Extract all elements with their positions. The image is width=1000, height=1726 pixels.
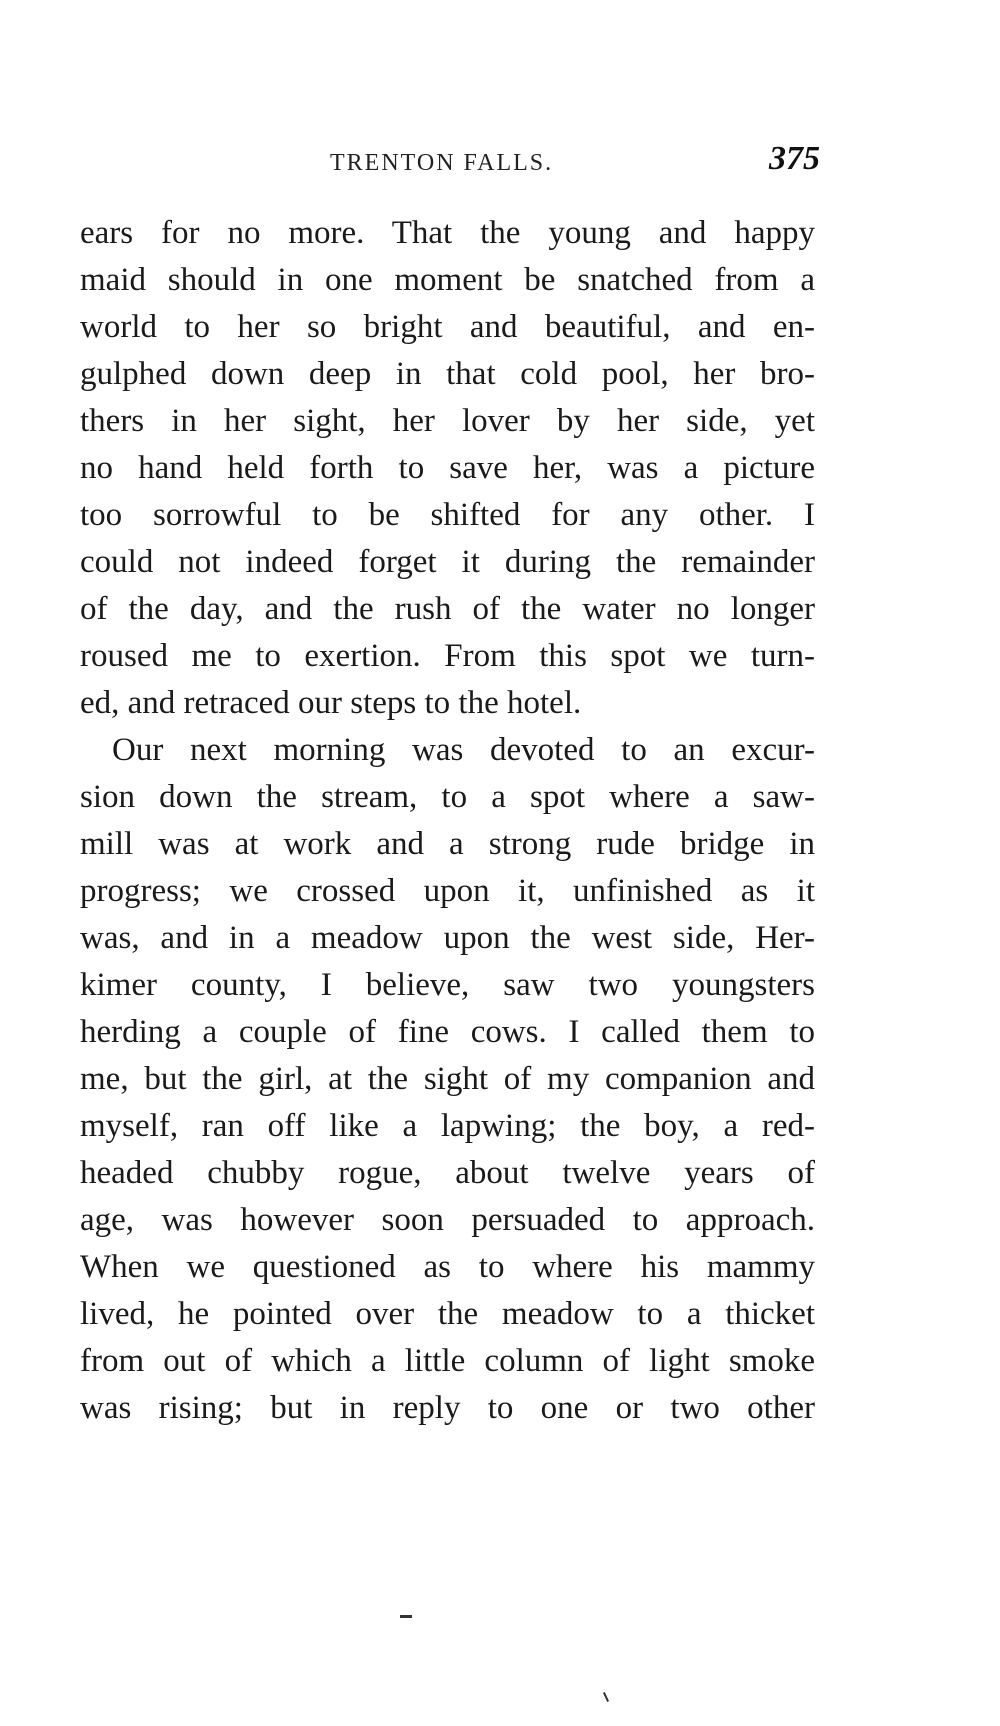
body-text	[80, 210, 815, 1432]
text-line: was rising; but in reply to one or two other	[80, 1390, 815, 1426]
text-line: herding a couple of fine cows. I called them to	[80, 1014, 815, 1050]
text-line: gulphed down deep in that cold pool, her bro-	[80, 356, 815, 392]
text-line: headed chubby rogue, about twelve years of	[80, 1155, 815, 1191]
text-line: mill was at work and a strong rude bridge in	[80, 826, 815, 862]
text-line: kimer county, I believe, saw two youngsters	[80, 967, 815, 1003]
text-line: sion down the stream, to a spot where a saw-	[80, 779, 815, 815]
text-line: roused me to exertion. From this spot we turn-	[80, 638, 815, 674]
text-line: of the day, and the rush of the water no longer	[80, 591, 815, 627]
text-line: ears for no more. That the young and happy	[80, 215, 815, 251]
text-line: from out of which a little column of light smoke	[80, 1343, 815, 1379]
text-line: age, was however soon persuaded to approach.	[80, 1202, 815, 1238]
text-line: too sorrowful to be shifted for any other. I	[80, 497, 815, 533]
text-line: lived, he pointed over the meadow to a thicket	[80, 1296, 815, 1332]
text-line: When we questioned as to where his mammy	[80, 1249, 815, 1285]
text-line: ed, and retraced our steps to the hotel.	[80, 685, 582, 721]
text-line: me, but the girl, at the sight of my companion and	[80, 1061, 815, 1097]
text-line: could not indeed forget it during the remainder	[80, 544, 815, 580]
text-line: Our next morning was devoted to an excur-	[112, 732, 815, 768]
text-line: myself, ran off like a lapwing; the boy, a red-	[80, 1108, 815, 1144]
page-header	[80, 140, 820, 190]
paragraph-1	[80, 210, 815, 727]
ink-speck	[400, 1615, 412, 1618]
text-line: thers in her sight, her lover by her side, yet	[80, 403, 815, 439]
text-line: maid should in one moment be snatched from a	[80, 262, 815, 298]
running-title: TRENTON FALLS.	[330, 150, 554, 176]
text-line: progress; we crossed upon it, unfinished as it	[80, 873, 815, 909]
text-line: no hand held forth to save her, was a picture	[80, 450, 815, 486]
text-line: world to her so bright and beautiful, and en-	[80, 309, 815, 345]
text-line: was, and in a meadow upon the west side, Her-	[80, 920, 815, 956]
ink-speck	[603, 1692, 609, 1702]
paragraph-2	[80, 727, 815, 1432]
page-number: 375	[769, 140, 820, 177]
